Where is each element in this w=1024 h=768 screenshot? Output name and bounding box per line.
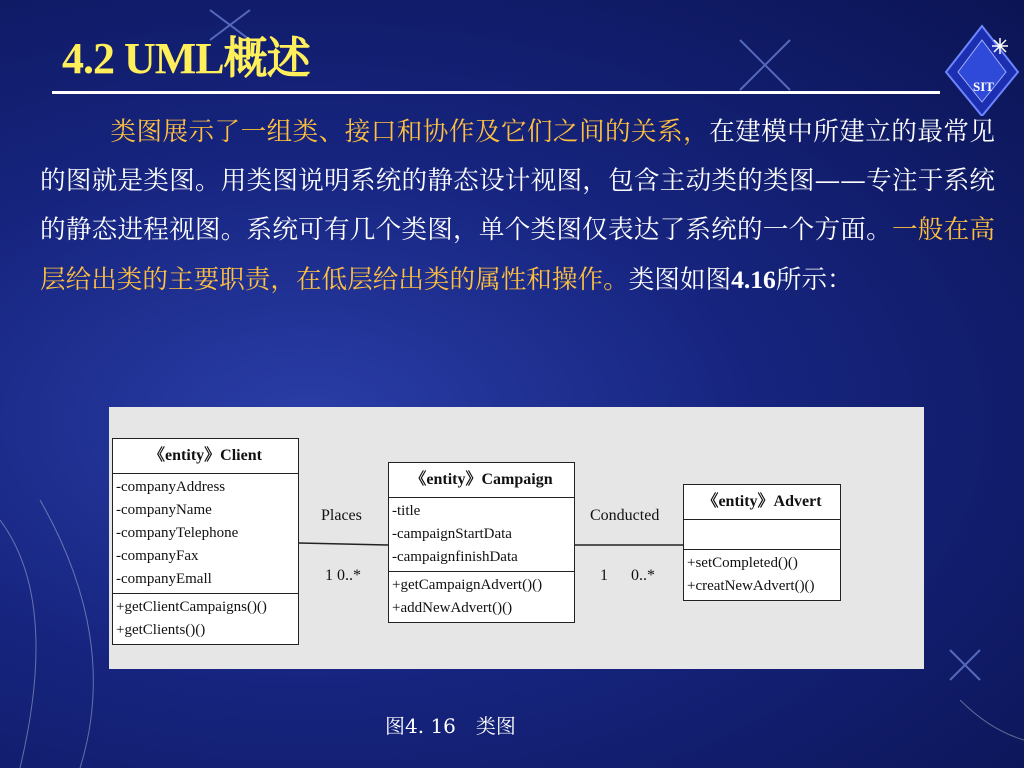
operation: +addNewAdvert()() bbox=[392, 600, 513, 616]
class-campaign-name: 《entity》Campaign bbox=[389, 463, 574, 498]
class-campaign-attributes bbox=[389, 498, 574, 572]
operation: +setCompleted()() bbox=[687, 555, 798, 571]
attribute: -campaignStartData bbox=[392, 526, 512, 542]
operation: +getClients()() bbox=[116, 622, 206, 638]
attribute: -companyEmall bbox=[116, 571, 212, 587]
figure-caption: 图4. 16 类图 bbox=[385, 714, 516, 738]
class-advert-operations bbox=[684, 550, 840, 600]
slide-title: 4.2 UML概述 bbox=[62, 34, 310, 83]
attribute: -campaignfinishData bbox=[392, 549, 518, 565]
class-client-operations bbox=[113, 594, 298, 644]
assoc-places-label: Places bbox=[321, 507, 362, 524]
body-text-3: 所示： bbox=[775, 265, 853, 295]
attribute: -title bbox=[392, 503, 421, 519]
class-client-attributes bbox=[113, 474, 298, 594]
class-client bbox=[112, 438, 299, 645]
assoc-conducted-label: Conducted bbox=[590, 507, 660, 524]
operation: +creatNewAdvert()() bbox=[687, 578, 815, 594]
class-advert-attributes bbox=[684, 520, 840, 550]
body-text-2: 类图如图 bbox=[628, 265, 732, 295]
logo-text: SIT bbox=[973, 79, 994, 94]
highlight-text-1: 类图展示了一组类、接口和协作及它们之间的关系， bbox=[110, 117, 710, 147]
class-advert-name: 《entity》Advert bbox=[684, 485, 840, 520]
class-client-name: 《entity》Client bbox=[113, 439, 298, 474]
assoc-conducted-mult-left: 1 bbox=[600, 567, 608, 584]
attribute: -companyAddress bbox=[116, 479, 226, 495]
class-campaign-operations bbox=[389, 572, 574, 622]
assoc-conducted-mult-right: 0..* bbox=[631, 567, 655, 584]
operation: +getClientCampaigns()() bbox=[116, 599, 267, 615]
attribute: -companyTelephone bbox=[116, 525, 239, 541]
assoc-places-mult-right: 0..* bbox=[337, 567, 361, 584]
attribute: -companyName bbox=[116, 502, 212, 518]
highlight-text-2: 一般在高层给出类的主要职责，在低层给出类的属性和操作。 bbox=[40, 215, 995, 295]
class-advert bbox=[683, 484, 841, 601]
body-text-1: 在建模中所建立的最常见的图就是类图。用类图说明系统的静态设计视图，包含主动类的类图——专注于系统的静态进程视图。系统可有几个类图，单个类图仅表达了系统的一个方面。 bbox=[40, 117, 995, 245]
assoc-places-mult-left: 1 bbox=[325, 567, 333, 584]
attribute: -companyFax bbox=[116, 548, 199, 564]
assoc-client-campaign-line bbox=[299, 543, 389, 545]
operation: +getCampaignAdvert()() bbox=[392, 577, 543, 593]
class-campaign bbox=[388, 462, 575, 623]
figure-number: 4.16 bbox=[731, 265, 776, 294]
